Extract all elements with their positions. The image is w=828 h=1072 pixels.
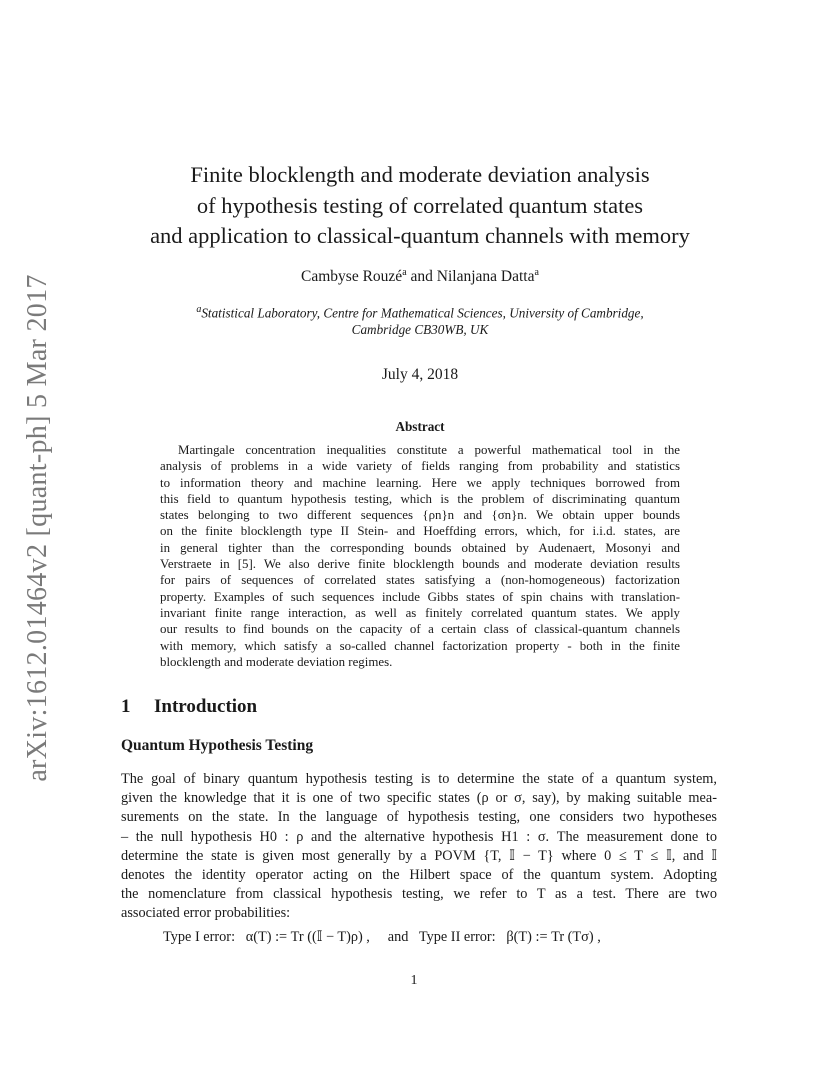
title-line: of hypothesis testing of correlated quantum states <box>196 192 644 218</box>
abstract-line: in general tighter than the corresponding bounds obtained by Audenaert, Mosonyi and <box>160 540 680 555</box>
affiliation <box>140 301 700 338</box>
body-line: given the knowledge that it is one of two specific states (ρ or σ, say), by making suitable mea- <box>121 790 717 807</box>
affiliation-line: Cambridge CB30WB, UK <box>351 322 489 338</box>
body-line: associated error probabilities: <box>121 905 291 922</box>
abstract-line: to information theory and machine learning. Here we apply techniques borrowed from <box>160 475 680 490</box>
title-line: and application to classical-quantum channels with memory <box>150 223 690 248</box>
abstract-line: property. Examples of such sequences include Gibbs states of spin chains with translation- <box>160 589 680 604</box>
abstract-line: blocklength and moderate deviation regimes. <box>160 654 393 669</box>
abstract-line: with memory, which satisfy a so-called channel factorization property - both in the finite <box>160 638 680 653</box>
body-line: surements on the state. In the language of hypothesis testing, one considers two hypotheses <box>121 809 717 826</box>
affiliation-mark: a <box>196 304 202 315</box>
arxiv-stamp: arXiv:1612.01464v2 [quant-ph] 5 Mar 2017 <box>22 274 53 782</box>
abstract-heading: Abstract <box>395 419 445 434</box>
abstract-line: this field to quantum hypothesis testing, which is the problem of discriminating quantum <box>160 491 680 506</box>
section-title: Introduction <box>154 696 258 717</box>
author-name: Nilanjana Datta <box>436 268 535 286</box>
author-name: Cambyse Rouzé <box>301 268 403 286</box>
abstract-line: invariant finite range interaction, as well as finitely correlated quantum states. We apply <box>160 605 680 620</box>
body-line: The goal of binary quantum hypothesis testing is to determine the state of a quantum system, <box>121 771 717 787</box>
paper-title <box>100 160 740 252</box>
error-equation: Type I error: α(T) := Tr ((𝕀 − T)ρ) , and Type II error: β(T) := Tr (Tσ) , <box>163 929 601 945</box>
subsection-heading: Quantum Hypothesis Testing <box>121 737 314 754</box>
section-number: 1 <box>121 696 131 717</box>
page-number: 1 <box>410 973 418 988</box>
author-list <box>100 267 740 286</box>
body-paragraph <box>121 770 717 924</box>
date: July 4, 2018 <box>381 366 459 383</box>
body-line: determine the state is given most generally by a POVM {T, 𝕀 − T} where 0 ≤ T ≤ 𝕀, and 𝕀 <box>121 847 717 864</box>
body-line: the nomenclature from classical hypothesis testing, we refer to T as a test. There are two <box>121 886 717 903</box>
body-line: – the null hypothesis H0 : ρ and the alternative hypothesis H1 : σ. The measurement done to <box>121 828 717 845</box>
author-separator: and <box>406 268 437 286</box>
abstract-line: for pairs of sequences of correlated states satisfying a (non-homogeneous) factorization <box>160 573 680 588</box>
title-line: Finite blocklength and moderate deviation analysis <box>190 162 650 187</box>
abstract-line: on the finite blocklength type II Stein- and Hoeffding errors, which, for i.i.d. states, are <box>160 524 680 539</box>
abstract-line: states belonging to two different sequences {ρn}n and {σn}n. We obtain upper bounds <box>160 508 680 523</box>
abstract-line: Martingale concentration inequalities constitute a powerful mathematical tool in the <box>178 443 680 457</box>
body-line: denotes the identity operator acting on the Hilbert space of the quantum system. Adopting <box>121 867 717 884</box>
affiliation-mark: a <box>402 267 407 278</box>
affiliation-mark: a <box>534 267 539 278</box>
abstract-line: our results to find bounds on the capacity of a certain class of classical-quantum channels <box>160 622 680 637</box>
section-heading <box>121 696 257 718</box>
abstract-line: Verstraete in [5]. We also derive finite blocklength bounds and moderate deviation results <box>160 557 680 572</box>
abstract-line: analysis of problems in a wide variety of fields ranging from probability and statistics <box>160 459 680 474</box>
abstract-body <box>160 442 680 670</box>
affiliation-line: Statistical Laboratory, Centre for Mathematical Sciences, University of Cambridge, <box>201 305 644 321</box>
